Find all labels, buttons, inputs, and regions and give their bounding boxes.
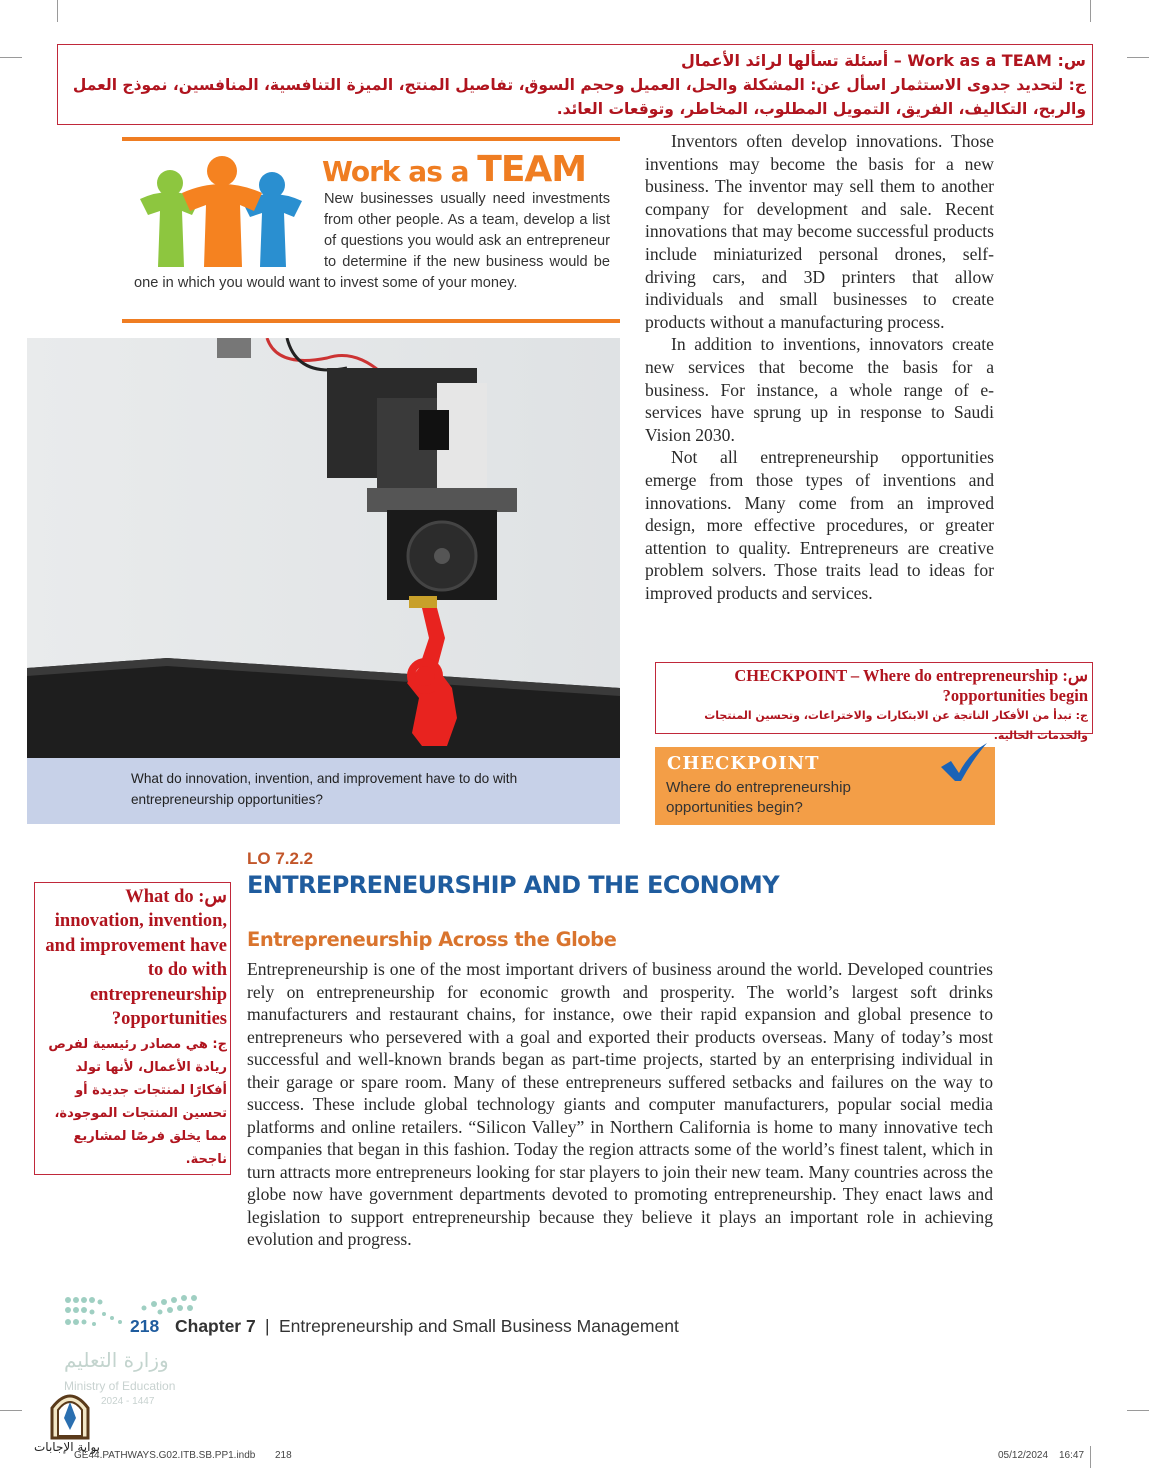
- footer-separator: |: [265, 1316, 270, 1336]
- checkpoint-answer-note: [655, 662, 1093, 742]
- team-text: [134, 189, 610, 294]
- ministry-name-arabic: وزارة التعليم: [64, 1348, 169, 1372]
- ministry-year: 2024 - 1447: [101, 1396, 155, 1407]
- watermark-logo-icon: [46, 1388, 94, 1440]
- section-title: ENTREPRENEURSHIP AND THE ECONOMY: [247, 871, 779, 899]
- learning-objective: LO 7.2.2: [247, 849, 314, 868]
- checkpoint-note-answer: ج: تبدأ من الأفكار الناتجة عن الابتكارات والاختراعات، وتحسين المنتجات والخدمات الحالية.: [704, 709, 1088, 742]
- intro-paragraph-2: In addition to inventions, innovators create new services that become the basis for a business. For instance, a whole range of e-services have sprung up in response to Saudi Vision 2030.: [645, 334, 994, 445]
- section-subtitle: Entrepreneurship Across the Globe: [247, 928, 617, 951]
- ministry-name-english: Ministry of Education: [64, 1379, 176, 1393]
- print-file-name: GE44.PATHWAYS.G02.ITB.SB.PP1.indb: [74, 1450, 256, 1461]
- team-title-small: Work as a: [322, 155, 469, 188]
- section-body: Entrepreneurship is one of the most important drivers of business around the world. Developed countries rely on entrepreneurship for economic growth and prosperity. The world’s largest soft drinks manufacturers and restaurant chains, for instance, owe their rapid expansion and global presence to entrepreneurs who persevered with a goal and exported their products overseas. Many of today’s most successful and well-known brands began as part-time projects, started by an enterprising individual in their garage or spare room. Many of these entrepreneurs suffered setbacks and failures on the way to success. These include global technology giants and computer manufacturers, popular social media platforms and online retailers. “Silicon Valley” in Northern California is home to many innovative tech companies that began in this fashion. Today the region attracts some of the world’s finest talent, which in turn attracts more entrepreneurs looking for star players to join their new team. Many countries across the globe now have government departments devoted to promoting entrepreneurship. They enact laws and legislation to support entrepreneurship because they believe it plays an important role in achieving evolution and progress.: [247, 959, 993, 1249]
- print-time: 16:47: [1059, 1450, 1085, 1461]
- page-number: 218: [130, 1316, 160, 1336]
- intro-column: [645, 130, 994, 604]
- checkpoint-box: [655, 747, 995, 825]
- checkpoint-note-question: س: CHECKPOINT – Where do entrepreneurship opportunities begin?: [734, 666, 1088, 705]
- watermark-text: بوابة الإجابات: [34, 1440, 101, 1454]
- team-title: [322, 149, 586, 190]
- side-note-answer: ج: هي مصادر رئيسية لفرص ريادة الأعمال، لأنها تولد أفكارًا لمنتجات جديدة أو تحسين المنتجات الموجودة، مما يخلق فرصًا لمشاريع ناجحة.: [48, 1037, 227, 1168]
- photo-caption-band: [27, 758, 620, 824]
- side-answer-note: [34, 882, 231, 1175]
- work-as-team-box: [122, 137, 620, 323]
- printer-photo: [27, 338, 620, 758]
- note-answer: ج: لتحديد جدوى الاستثمار اسأل عن: المشكلة والحل، العميل وحجم السوق، تفاصيل المنتج، الميزة التنافسية، المنافسين، نموذج العمل والربح، التكاليف، الفريق، التمويل المطلوب، المخاطر، وتوقعات العائد.: [72, 76, 1086, 118]
- top-answer-note: [57, 44, 1093, 125]
- photo-caption: What do innovation, invention, and improvement have to do with entrepreneurship opportunities?: [131, 771, 518, 807]
- side-note-question: س: What do innovation, invention, and improvement have to do with entrepreneurship opportunities?: [45, 887, 227, 1030]
- print-date: 05/12/2024: [998, 1450, 1049, 1461]
- chapter-label: Chapter 7: [175, 1316, 256, 1336]
- intro-paragraph-1: Inventors often develop innovations. Those inventions may become the basis for a new business. The inventor may sell them to another company for development and sale. Recent innovations that may become successful products include miniaturized personal drones, self-driving cars, and 3D printers that allow individuals and small businesses to create products without a manufacturing process.: [645, 131, 994, 332]
- chapter-title: Entrepreneurship and Small Business Management: [279, 1316, 679, 1336]
- print-file-page: 218: [275, 1450, 292, 1461]
- 3d-printer-illustration: [27, 338, 620, 758]
- checkpoint-question: Where do entrepreneurship opportunities begin?: [666, 779, 851, 816]
- checkmark-icon: [937, 741, 989, 783]
- checkpoint-title: CHECKPOINT: [667, 753, 820, 774]
- intro-paragraph-3: Not all entrepreneurship opportunities emerge from those types of inventions and innovations. Many come from an improved design, more effective procedures, or greater attention to quality. Entrepreneurs are creative problem solvers. Those traits lead to ideas for improved products and services.: [645, 447, 994, 603]
- note-question: س: Work as a TEAM – أسئلة تسألها لرائد الأعمال: [681, 51, 1086, 70]
- team-title-big: TEAM: [477, 149, 587, 190]
- team-body: New businesses usually need investments from other people. As a team, develop a list of questions you would ask an entrepreneur to determine if the new business would be one in which you would want to invest some of your money.: [134, 191, 610, 291]
